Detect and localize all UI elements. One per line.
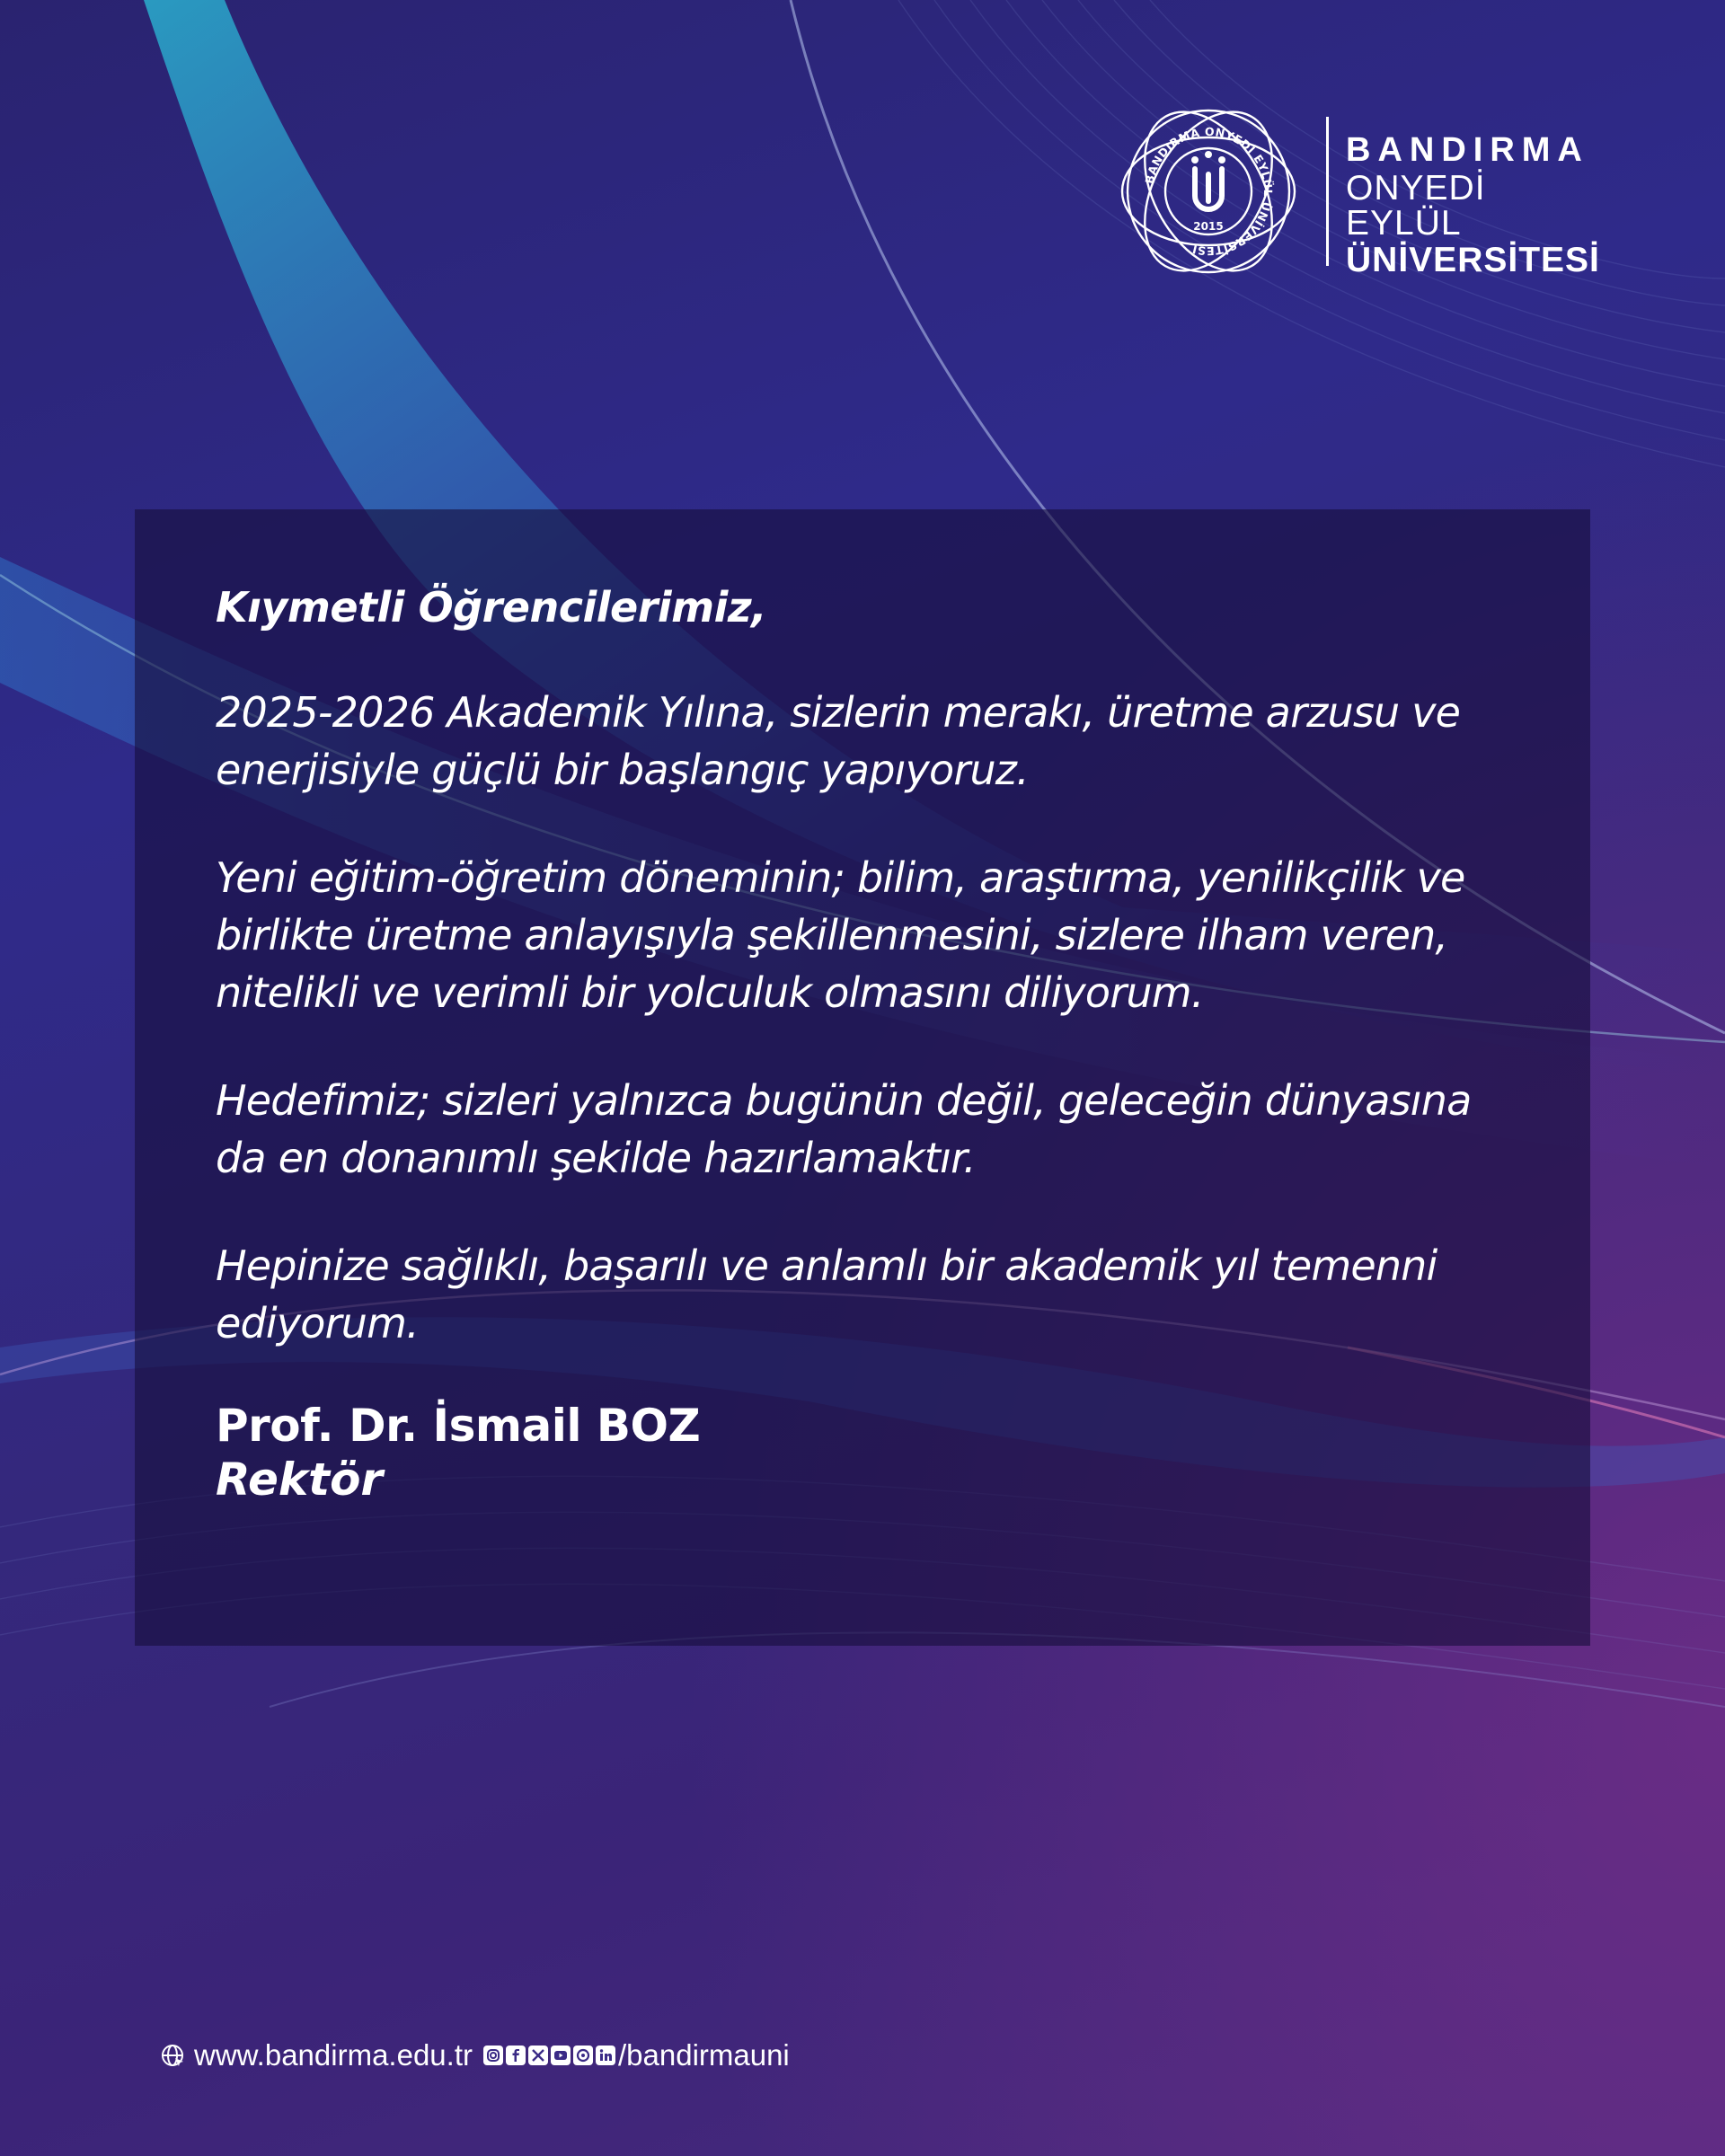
letter-card — [135, 509, 1590, 1646]
social-handle[interactable]: /bandirmauni — [617, 2038, 790, 2072]
letter-paragraph-1: 2025-2026 Akademik Yılına, sizlerin merakı, üretme arzusu ve enerjisiyle güçlü bir başlangıç yapıyoruz. — [216, 687, 1461, 794]
university-wordmark — [1346, 133, 1600, 278]
letter-greeting: Kıymetli Öğrencilerimiz, — [216, 583, 767, 632]
logo-divider — [1326, 117, 1329, 266]
website-link[interactable]: www.bandirma.edu.tr — [194, 2038, 473, 2072]
svg-text:2015: 2015 — [1193, 220, 1224, 233]
signature-name: Prof. Dr. İsmail BOZ — [216, 1399, 701, 1452]
globe-icon — [160, 2043, 185, 2068]
letter-paragraph-3: Hedefimiz; sizleri yalnızca bugünün değil, geleceğin dünyasına da en donanımlı şekilde hazırlamaktır. — [216, 1075, 1472, 1182]
facebook-icon[interactable] — [506, 2046, 526, 2065]
linkedin-icon[interactable] — [596, 2046, 615, 2065]
letter-body — [216, 581, 1527, 1507]
letter-paragraph-2: Yeni eğitim-öğretim döneminin; bilim, araştırma, yenilikçilik ve birlikte üretme anlayışıyla şekillenmesini, sizlere ilham veren, nitelikli ve verimli bir yolculuk olmasını diliyorum. — [216, 853, 1465, 1017]
wordmark-line-3: ÜNİVERSİTESİ — [1346, 241, 1600, 279]
x-icon[interactable] — [528, 2046, 548, 2065]
instagram-icon[interactable] — [483, 2046, 503, 2065]
signature-title: Rektör — [216, 1453, 384, 1506]
university-seal-icon — [1114, 97, 1303, 286]
svg-text:BANDIRMA ONYEDİ EYLÜL ÜNİVERSİ: BANDIRMA ONYEDİ EYLÜL ÜNİVERSİTESİ — [1142, 124, 1276, 259]
youtube-icon[interactable] — [551, 2046, 571, 2065]
footer — [160, 2037, 790, 2073]
threads-icon[interactable] — [573, 2046, 593, 2065]
letter-paragraph-4: Hepinize sağlıklı, başarılı ve anlamlı bir akademik yıl temenni ediyorum. — [216, 1241, 1438, 1348]
social-icons — [483, 2046, 618, 2065]
wordmark-line-2: ONYEDİ EYLÜL — [1346, 169, 1486, 243]
university-logo — [1114, 97, 1599, 286]
wordmark-line-1: BANDIRMA — [1346, 131, 1589, 169]
